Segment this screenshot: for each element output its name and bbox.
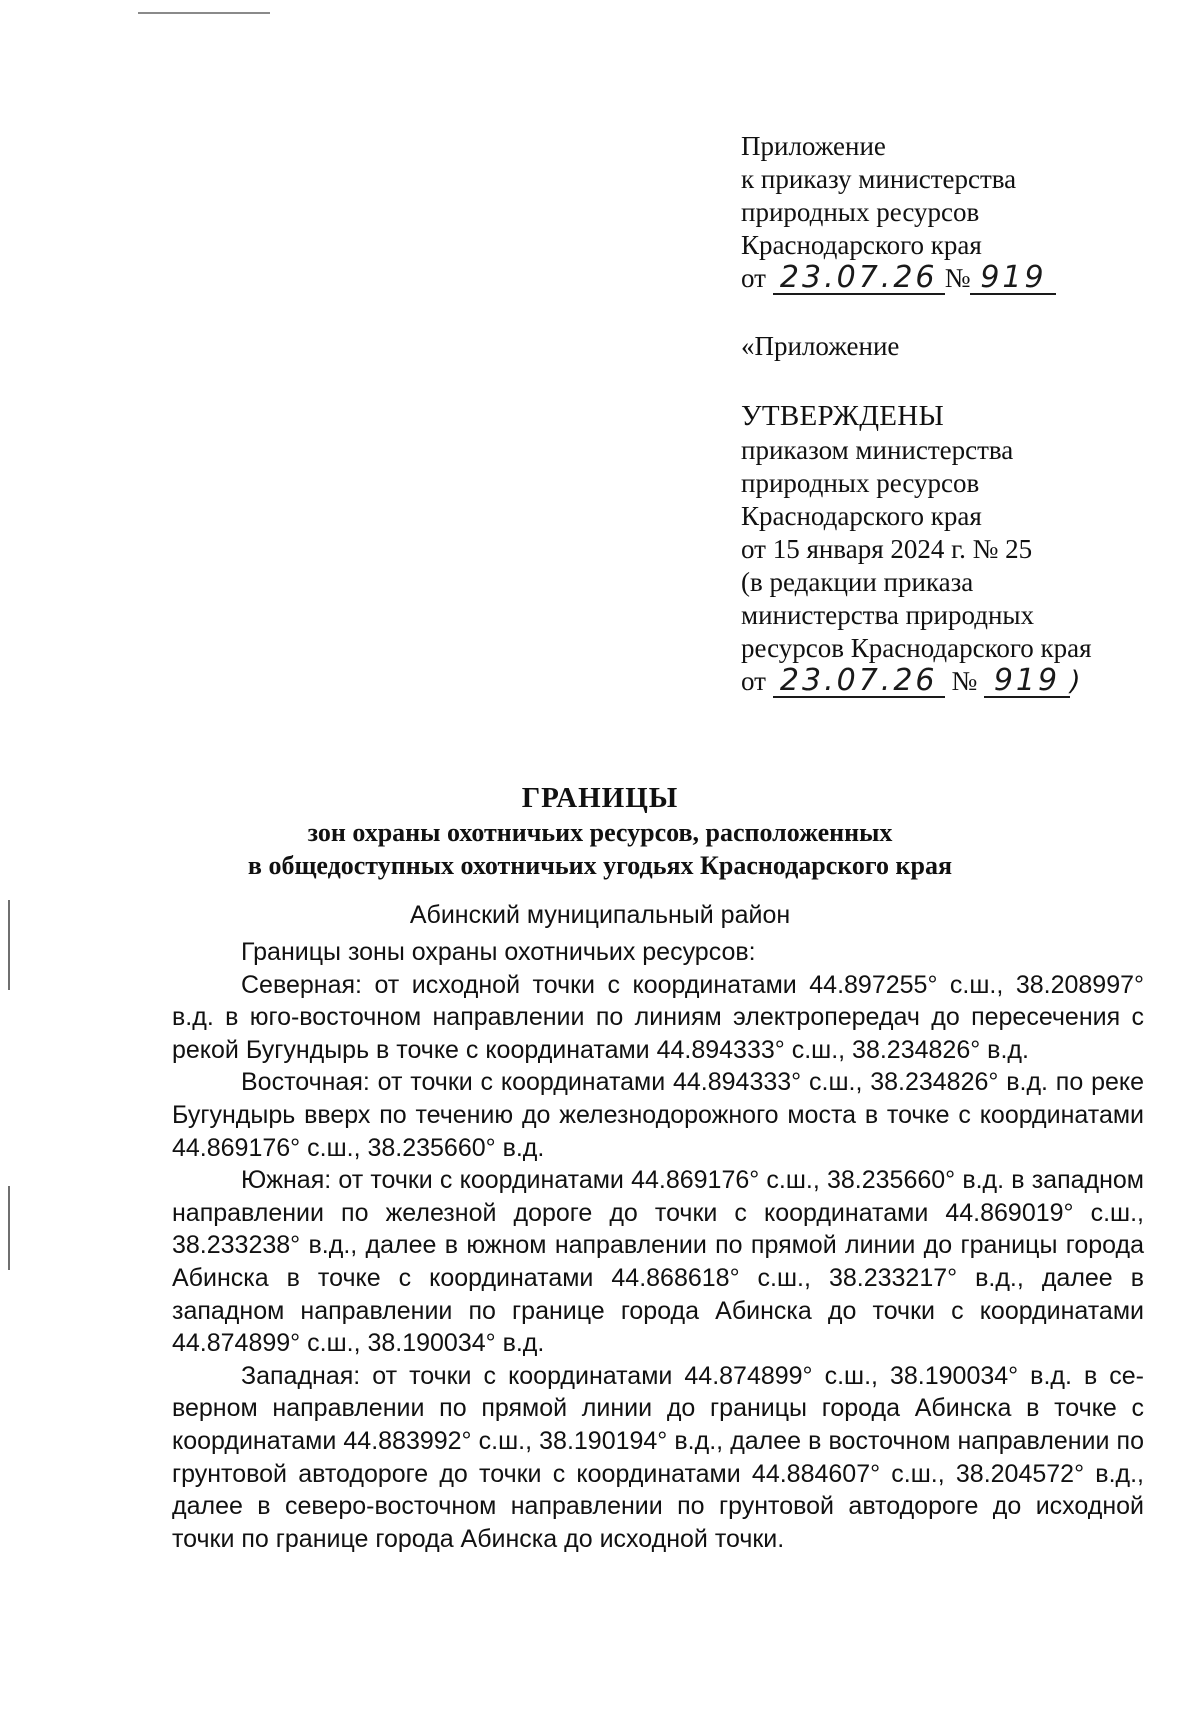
approval-line: от 15 января 2024 г. № 25	[741, 534, 1033, 564]
approval-heading: УТВЕРЖДЕНЫ	[741, 400, 945, 432]
boundary-east: Восточная: от точки с координатами 44.894333° с.ш., 38.234826° в.д. по реке Бугундырь вверх по течению до железнодорожного моста в точке с координатами 44.869176° с.ш., 38.235660° в.д.	[172, 1068, 1144, 1162]
title-main: ГРАНИЦЫ	[521, 782, 679, 814]
scan-artifact-line	[138, 12, 270, 14]
approval-line: ресурсов Краснодарского края	[741, 633, 1092, 663]
title-subtitle: зон охраны охотничьих ресурсов, расположенных	[307, 818, 893, 847]
document-body	[172, 936, 1144, 1555]
district-heading: Абинский муниципальный район	[409, 901, 791, 929]
approval-line: приказом министерства	[741, 435, 1014, 465]
handwritten-date: 23.07.26	[773, 263, 945, 295]
appendix-line: Приложение	[741, 131, 886, 161]
handwritten-number: 919	[984, 666, 1070, 698]
approval-intro-text: «Приложение	[741, 331, 900, 361]
number-sign: №	[951, 666, 978, 696]
date-prefix: от	[741, 263, 766, 293]
approval-line: Краснодарского края	[741, 501, 982, 531]
boundary-north: Северная: от исходной точки с координатами 44.897255° с.ш., 38.208997° в.д. в юго-восточном направлении по линиям электропередач до пересечения с рекой Бугундырь в точке с координатами 44.894333° с.ш., 38.234826° в.д.	[172, 970, 1144, 1064]
handwritten-date: 23.07.26	[773, 666, 945, 698]
title-subtitle: в общедоступных охотничьих угодьях Краснодарского края	[247, 851, 953, 880]
appendix-date-line	[741, 262, 1161, 295]
approval-line: природных ресурсов	[741, 468, 980, 498]
body-intro: Границы зоны охраны охотничьих ресурсов:	[241, 938, 756, 966]
approval-block	[741, 400, 1161, 698]
boundary-south: Южная: от точки с координатами 44.869176° с.ш., 38.235660° в.д. в западном направлении по железной дороге до точки с координатами 44.869019° с.ш., 38.233238° в.д., далее в южном направлении по прямой линии до границы города Абинска в точке с координатами 44.868618° с.ш., 38.233217° в.д., далее в западном направлении по границе города Абинска до точки с координатами 44.874899° с.ш., 38.190034° в.д.	[172, 1166, 1144, 1358]
date-prefix: от	[741, 666, 766, 696]
approval-intro	[741, 330, 1161, 363]
appendix-line: к приказу министерства	[741, 164, 1017, 194]
closing-paren: )	[1069, 666, 1081, 697]
approval-line: министерства природных	[741, 600, 1035, 630]
approval-line: (в редакции приказа	[741, 567, 974, 597]
appendix-header	[741, 130, 1161, 295]
appendix-line: Краснодарского края	[741, 230, 982, 260]
handwritten-number: 919	[970, 263, 1056, 295]
approval-date-line	[741, 665, 1161, 698]
appendix-line: природных ресурсов	[741, 197, 980, 227]
scan-artifact-mark	[8, 1186, 10, 1270]
boundary-west: Западная: от точки с координатами 44.874899° с.ш., 38.190034° в.д. в северном направлении по прямой линии до границы города Абинска в точке с координатами 44.883992° с.ш., 38.190194° в.д., далее в восточном направлении по грунтовой автодороге до точки с координатами 44.884607° с.ш., 38.204572° в.д., далее в северо-восточном направлении по грунтовой автодороге до исходной точки по границе города Абинска до исходной точки.	[172, 1361, 1144, 1553]
number-sign: №	[944, 263, 971, 293]
document-title	[0, 780, 1200, 882]
